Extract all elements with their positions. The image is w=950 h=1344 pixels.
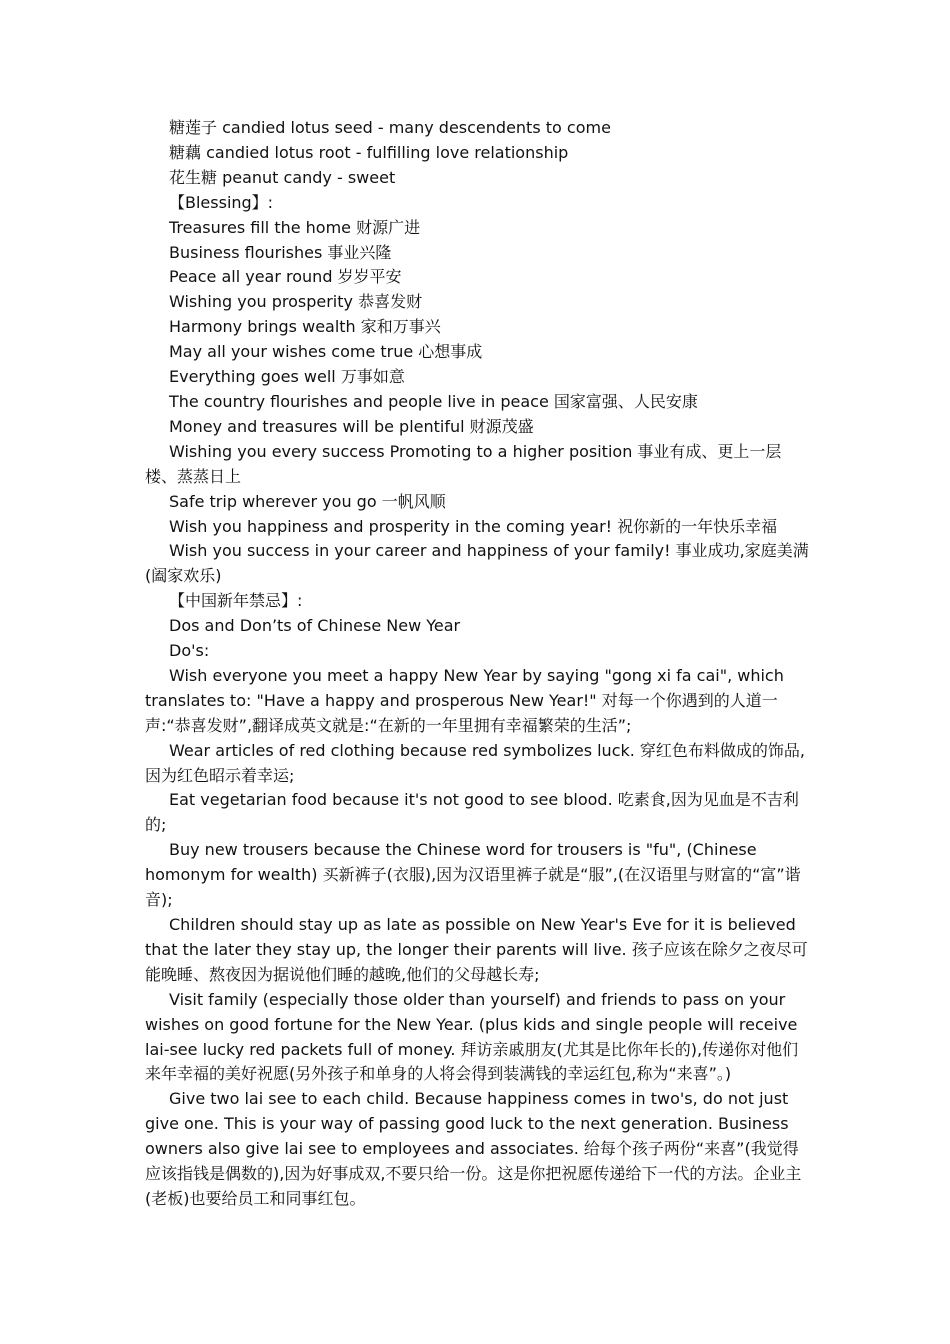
paragraph: Wish you happiness and prosperity in the coming year! 祝你新的一年快乐幸福 — [169, 516, 778, 536]
paragraph: Do's: — [169, 641, 210, 661]
paragraph: 糖莲子 candied lotus seed - many descendents to come — [169, 118, 611, 137]
section-heading-taboos: 【中国新年禁忌】: — [169, 591, 303, 611]
paragraph: Wish everyone you meet a happy New Year by saying "gong xi fa cai", which translates to: "Have a happy and prosperous New Year!" 对每一个你遇到的人道一声:“恭喜发财”,翻译成英文就是:“在新的一年里拥有幸福繁荣的生活”; — [145, 665, 784, 735]
paragraph: Safe trip wherever you go 一帆风顺 — [169, 491, 446, 511]
paragraph: Wishing you prosperity 恭喜发财 — [169, 292, 423, 312]
paragraph: Everything goes well 万事如意 — [169, 367, 405, 387]
paragraph: Buy new trousers because the Chinese word for trousers is "fu", (Chinese homonym for wealth) 买新裤子(衣服),因为汉语里裤子就是“服”,(在汉语里与财富的“富”谐音); — [145, 840, 801, 910]
paragraph: Visit family (especially those older than yourself) and friends to pass on your wishes on good fortune for the New Year. (plus kids and single people will receive lai-see lucky red packets full of money. 拜访亲戚朋友(尤其是比你年长的),传递你对他们来年幸福的美好祝愿(另外孩子和单身的人将会得到装满钱的幸运红包,称为“来喜”。) — [145, 989, 799, 1084]
section-heading-blessing: 【Blessing】: — [169, 192, 274, 212]
paragraph: Eat vegetarian food because it's not good to see blood. 吃素食,因为见血是不吉利的; — [145, 790, 799, 835]
paragraph: Dos and Don’ts of Chinese New Year — [169, 616, 461, 636]
paragraph: Children should stay up as late as possible on New Year's Eve for it is believed that the later they stay up, the longer their parents will live. 孩子应该在除夕之夜尽可能晚睡、熬夜因为据说他们睡的越晚,他们的父母越长寿; — [145, 915, 808, 984]
paragraph: May all your wishes come true 心想事成 — [169, 342, 483, 362]
paragraph: 花生糖 peanut candy - sweet — [169, 167, 396, 187]
paragraph: The country flourishes and people live in peace 国家富强、人民安康 — [169, 391, 698, 411]
document-page — [145, 116, 813, 1212]
paragraph: Harmony brings wealth 家和万事兴 — [169, 317, 441, 337]
paragraph: Wishing you every success Promoting to a higher position 事业有成、更上一层楼、蒸蒸日上 — [145, 441, 782, 486]
paragraph: Give two lai see to each child. Because happiness comes in two's, do not just give one. This is your way of passing good luck to the next generation. Business owners also give lai see to employees and associates. 给每个孩子两份“来喜”(我觉得应该指钱是偶数的),因为好事成双,不要只给一份。这是你把祝愿传递给下一代的方法。企业主(老板)也要给员工和同事红包。 — [145, 1089, 802, 1208]
paragraph: Wear articles of red clothing because red symbolizes luck. 穿红色布料做成的饰品,因为红色昭示着幸运; — [145, 740, 806, 785]
paragraph: Money and treasures will be plentiful 财源茂盛 — [169, 416, 534, 436]
paragraph: Peace all year round 岁岁平安 — [169, 267, 402, 287]
paragraph: Business flourishes 事业兴隆 — [169, 242, 392, 262]
paragraph: Wish you success in your career and happiness of your family! 事业成功,家庭美满(阖家欢乐) — [145, 541, 809, 586]
paragraph: Treasures fill the home 财源广进 — [169, 217, 421, 237]
paragraph: 糖藕 candied lotus root - fulfilling love relationship — [169, 142, 569, 162]
